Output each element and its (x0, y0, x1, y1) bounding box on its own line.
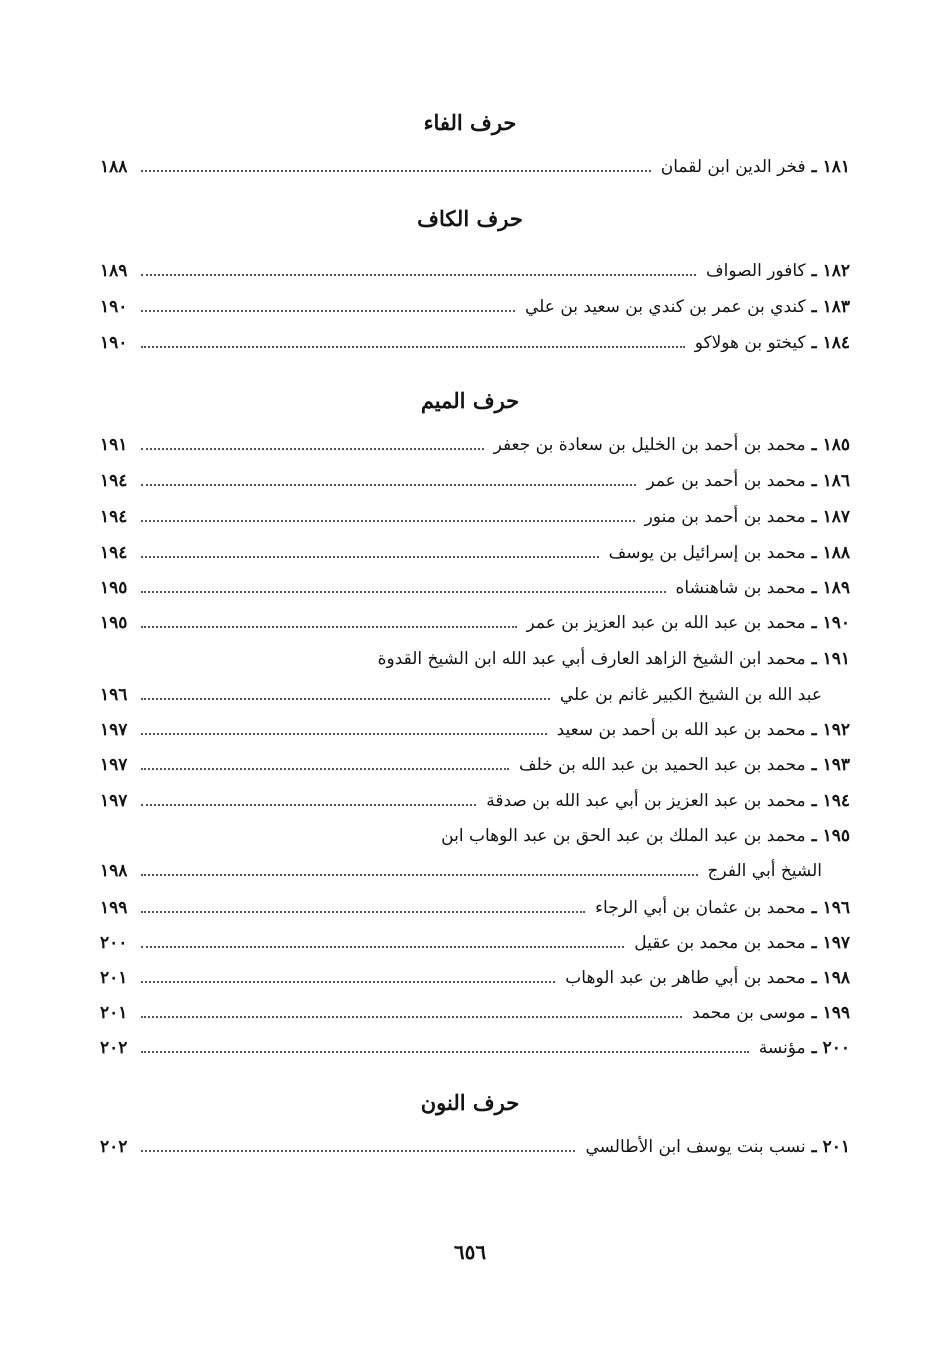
dot-leader (141, 911, 585, 913)
entry-title: محمد بن عبد الملك بن عبد الحق بن عبد الوهاب ابن (441, 826, 806, 846)
entry-separator: ـ (811, 471, 817, 491)
index-entry-continuation (100, 856, 850, 886)
entry-number: ١٨١ (822, 157, 850, 177)
entry-title: فخر الدين ابن لقمان (660, 157, 806, 177)
section-heading-fa: حرف الفاء (423, 110, 517, 135)
section-heading-mim: حرف الميم (420, 388, 520, 413)
index-entry (100, 893, 850, 923)
entry-page: ١٩٥ (100, 613, 128, 633)
entry-page: ١٨٨ (100, 157, 128, 177)
entry-number: ١٨٣ (822, 297, 850, 317)
entry-separator: ـ (811, 157, 817, 177)
index-entry (100, 608, 850, 638)
entry-number: ١٩٢ (822, 720, 850, 740)
entry-title: محمد بن أحمد بن الخليل بن سعادة بن جعفر (493, 435, 806, 455)
entry-separator: ـ (811, 261, 817, 281)
entry-title: كيختو بن هولاكو (694, 333, 806, 353)
entry-page: ١٩٥ (100, 578, 128, 598)
entry-separator: ـ (811, 613, 817, 633)
entry-number: ١٨٨ (822, 543, 850, 563)
page-number: ٦٥٦ (453, 1240, 487, 1264)
index-entry (100, 928, 850, 958)
dot-leader (141, 346, 684, 348)
dot-leader (141, 556, 598, 558)
entry-title: محمد بن شاهنشاه (675, 578, 806, 598)
entry-separator: ـ (811, 507, 817, 527)
index-entry (100, 328, 850, 358)
entry-title: محمد بن عبد الحميد بن عبد الله بن خلف (519, 755, 806, 775)
entry-title: محمد بن عبد الله بن أحمد بن سعيد (556, 720, 806, 740)
entry-number: ١٩٠ (822, 613, 850, 633)
entry-page: ١٩٧ (100, 720, 128, 740)
entry-number: ١٨٢ (822, 261, 850, 281)
index-entry (100, 750, 850, 780)
entry-number: ١٨٥ (822, 435, 850, 455)
entry-number: ١٩٨ (822, 968, 850, 988)
entry-page: ٢٠٢ (100, 1038, 128, 1058)
index-entry (100, 1132, 850, 1162)
index-entry (100, 998, 850, 1028)
dot-leader (141, 698, 549, 700)
entry-separator: ـ (811, 933, 817, 953)
entry-page: ١٩٠ (100, 333, 128, 353)
entry-number: ١٩١ (822, 649, 850, 669)
entry-title: كافور الصواف (706, 261, 806, 281)
entry-separator: ـ (811, 968, 817, 988)
entry-number: ١٩٧ (822, 933, 850, 953)
index-entry (100, 715, 850, 745)
dot-leader (141, 981, 555, 983)
entry-title: محمد بن أحمد بن عمر (646, 471, 806, 491)
index-entry (100, 502, 850, 532)
dot-leader (141, 1150, 575, 1152)
entry-page: ١٨٩ (100, 261, 128, 281)
entry-separator: ـ (811, 649, 817, 669)
entry-title-continuation: عبد الله بن الشيخ الكبير غانم بن علي (559, 685, 822, 705)
entry-separator: ـ (811, 435, 817, 455)
entry-title: محمد بن محمد بن عقيل (634, 933, 806, 953)
dot-leader (141, 310, 515, 312)
entry-title: محمد بن أحمد بن منور (644, 507, 806, 527)
entry-separator: ـ (811, 578, 817, 598)
dot-leader (141, 170, 650, 172)
entry-number: ١٨٧ (822, 507, 850, 527)
entry-number: ١٩٩ (822, 1003, 850, 1023)
entry-separator: ـ (811, 898, 817, 918)
entry-page: ١٩٦ (100, 685, 128, 705)
index-entry (100, 152, 850, 182)
entry-title: مؤنسة (758, 1038, 806, 1058)
entry-title: محمد بن عبد الله بن عبد العزيز بن عمر (526, 613, 806, 633)
entry-title: نسب بنت يوسف ابن الأطالسي (585, 1137, 806, 1157)
entry-page: ١٩٧ (100, 755, 128, 775)
entry-page: ١٩٤ (100, 543, 128, 563)
entry-title: محمد بن عبد العزيز بن أبي عبد الله بن صدقة (486, 791, 806, 811)
index-entry (100, 292, 850, 322)
entry-number: ١٩٤ (822, 791, 850, 811)
entry-page: ٢٠٠ (100, 933, 128, 953)
entry-number: ١٩٥ (822, 826, 850, 846)
entry-separator: ـ (811, 297, 817, 317)
entry-page: ١٩٤ (100, 507, 128, 527)
entry-separator: ـ (811, 543, 817, 563)
entry-separator: ـ (811, 1038, 817, 1058)
index-entry (100, 1033, 850, 1063)
dot-leader (141, 626, 516, 628)
entry-separator: ـ (811, 1003, 817, 1023)
dot-leader (141, 591, 665, 593)
entry-title-continuation: الشيخ أبي الفرج (707, 861, 822, 881)
entry-page: ١٩١ (100, 435, 128, 455)
entry-title: محمد بن عثمان بن أبي الرجاء (595, 898, 806, 918)
dot-leader (141, 768, 509, 770)
dot-leader (141, 1016, 682, 1018)
entry-title: محمد بن أبي طاهر بن عبد الوهاب (565, 968, 806, 988)
entry-number: ١٩٣ (822, 755, 850, 775)
entry-page: ٢٠١ (100, 1003, 128, 1023)
entry-page: ١٩٤ (100, 471, 128, 491)
entry-page: ٢٠١ (100, 968, 128, 988)
index-entry (100, 256, 850, 286)
entry-number: ١٨٦ (822, 471, 850, 491)
dot-leader (141, 448, 483, 450)
dot-leader (141, 520, 634, 522)
dot-leader (141, 946, 624, 948)
entry-number: ٢٠١ (822, 1137, 850, 1157)
entry-separator: ـ (811, 720, 817, 740)
dot-leader (141, 874, 697, 876)
entry-title: كندي بن عمر بن كندي بن سعيد بن علي (524, 297, 806, 317)
index-entry (100, 821, 850, 851)
dot-leader (141, 274, 696, 276)
entry-number: ١٩٦ (822, 898, 850, 918)
index-entry-continuation (100, 680, 850, 710)
index-entry (100, 786, 850, 816)
entry-page: ١٩٠ (100, 297, 128, 317)
entry-page: ٢٠٢ (100, 1137, 128, 1157)
section-heading-kaf: حرف الكاف (417, 206, 523, 231)
index-entry (100, 644, 850, 674)
dot-leader (141, 484, 636, 486)
entry-separator: ـ (811, 755, 817, 775)
entry-page: ١٩٧ (100, 791, 128, 811)
section-heading-nun: حرف النون (420, 1090, 520, 1115)
entry-title: محمد ابن الشيخ الزاهد العارف أبي عبد الله ابن الشيخ القدوة (377, 649, 806, 669)
index-entry (100, 963, 850, 993)
entry-number: ١٨٩ (822, 578, 850, 598)
dot-leader (141, 733, 546, 735)
entry-page: ١٩٨ (100, 861, 128, 881)
entry-separator: ـ (811, 826, 817, 846)
index-entry (100, 573, 850, 603)
entry-separator: ـ (811, 1137, 817, 1157)
entry-separator: ـ (811, 791, 817, 811)
entry-number: ٢٠٠ (822, 1038, 850, 1058)
index-entry (100, 430, 850, 460)
index-entry (100, 538, 850, 568)
entry-title: محمد بن إسرائيل بن يوسف (608, 543, 806, 563)
index-entry (100, 466, 850, 496)
entry-separator: ـ (811, 333, 817, 353)
entry-page: ١٩٩ (100, 898, 128, 918)
entry-title: موسى بن محمد (691, 1003, 806, 1023)
dot-leader (141, 804, 476, 806)
entry-number: ١٨٤ (822, 333, 850, 353)
dot-leader (141, 1051, 748, 1053)
